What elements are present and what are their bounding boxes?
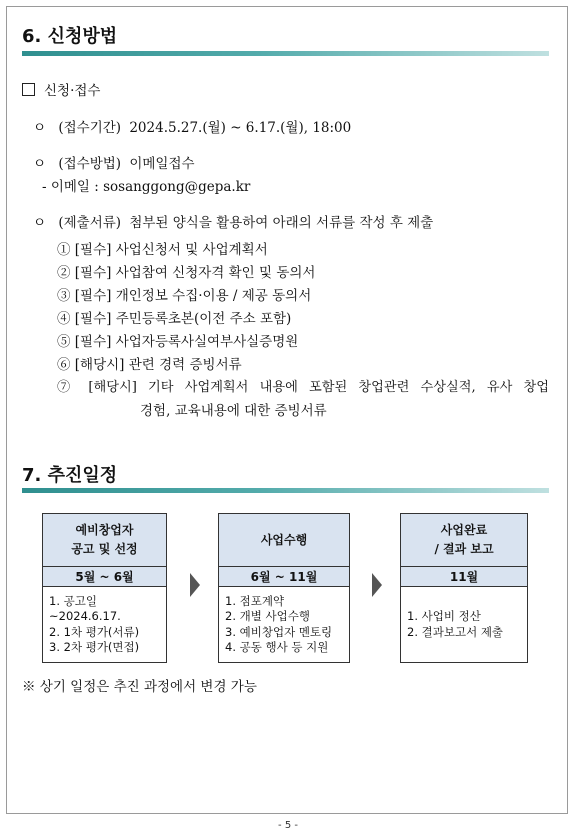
stage-3-items (407, 587, 525, 662)
stage-1-item: 1. 공고일~2024.6.17. (49, 593, 121, 623)
bullet-icon: ㅇ (33, 156, 47, 172)
stage-box-1 (42, 513, 167, 663)
checkbox-square-icon (22, 83, 35, 96)
arrow-right-icon (190, 573, 200, 597)
stage-3-title-line1: 사업완료 (440, 523, 488, 537)
method-row (33, 152, 195, 172)
section-7-title: 7. 추진일정 (22, 465, 118, 486)
stage-3-header (401, 514, 527, 566)
docs-label: (제출서류) (58, 215, 122, 231)
period-label: (접수기간) (58, 120, 122, 136)
arrow-right-icon (372, 573, 382, 597)
stage-1-item: 3. 2차 평가(면접) (49, 640, 140, 654)
stage-2-header (219, 514, 349, 566)
email-line: - 이메일 : sosanggong@gepa.kr (42, 179, 251, 195)
stage-2-item: 1. 점포계약 (225, 593, 285, 608)
stage-3-period: 11월 (401, 566, 527, 587)
stage-1-period: 5월 ~ 6월 (43, 566, 166, 587)
doc-item-4: ④ [필수] 주민등록초본(이전 주소 포함) (57, 311, 292, 327)
stage-1-header (43, 514, 166, 566)
method-value: 이메일접수 (129, 156, 195, 172)
bullet-icon: ㅇ (33, 120, 47, 136)
stage-2-item: 2. 개별 사업수행 (225, 609, 310, 623)
stage-2-title-line1: 사업수행 (260, 532, 308, 547)
period-row (33, 116, 351, 136)
stage-box-3 (400, 513, 528, 663)
stage-1-title-line1: 예비창업자 (75, 523, 134, 537)
doc-item-5: ⑤ [필수] 사업자등록사실여부사실증명원 (57, 334, 299, 350)
bullet-icon: ㅇ (33, 215, 47, 231)
section-6-title: 6. 신청방법 (22, 26, 118, 47)
stage-2-item: 3. 예비창업자 멘토링 (225, 624, 333, 639)
stage-3-title-line2: / 결과 보고 (434, 542, 494, 556)
stage-2-period: 6월 ~ 11월 (219, 566, 349, 587)
doc-item-7: ⑦ [해당시] 기타 사업계획서 내용에 포함된 창업관련 수상실적, 유사 창업 (57, 380, 549, 395)
stage-box-2 (218, 513, 350, 663)
docs-row (33, 211, 433, 231)
doc-item-2: ② [필수] 사업참여 신청자격 확인 및 동의서 (57, 265, 316, 281)
stage-3-item: 2. 결과보고서 제출 (407, 624, 504, 639)
stage-1-items (49, 587, 164, 662)
doc-item-1: ① [필수] 사업신청서 및 사업계획서 (57, 242, 268, 258)
docs-value: 첨부된 양식을 활용하여 아래의 서류를 작성 후 제출 (129, 215, 434, 231)
period-value: 2024.5.27.(월) ~ 6.17.(월), 18:00 (129, 120, 352, 136)
method-label: (접수방법) (58, 156, 122, 172)
section-7-rule (22, 488, 549, 493)
stage-3-item: 1. 사업비 정산 (407, 609, 481, 623)
doc-item-3: ③ [필수] 개인정보 수집·이용 / 제공 동의서 (57, 288, 312, 304)
stage-1-item: 2. 1차 평가(서류) (49, 624, 140, 639)
schedule-note: ※ 상기 일정은 추진 과정에서 변경 가능 (22, 679, 257, 695)
subhead-apply-receive (22, 79, 100, 99)
subhead-label: 신청·접수 (44, 83, 101, 99)
page-number: - 5 - (278, 820, 298, 831)
doc-item-6: ⑥ [해당시] 관련 경력 증빙서류 (57, 357, 242, 373)
doc-item-7-cont: 경험, 교육내용에 대한 증빙서류 (140, 403, 327, 419)
stage-2-item: 4. 공동 행사 등 지원 (225, 640, 329, 654)
stage-2-items (225, 587, 347, 662)
stage-1-title-line2: 공고 및 선정 (71, 542, 138, 556)
section-6-rule (22, 51, 549, 56)
